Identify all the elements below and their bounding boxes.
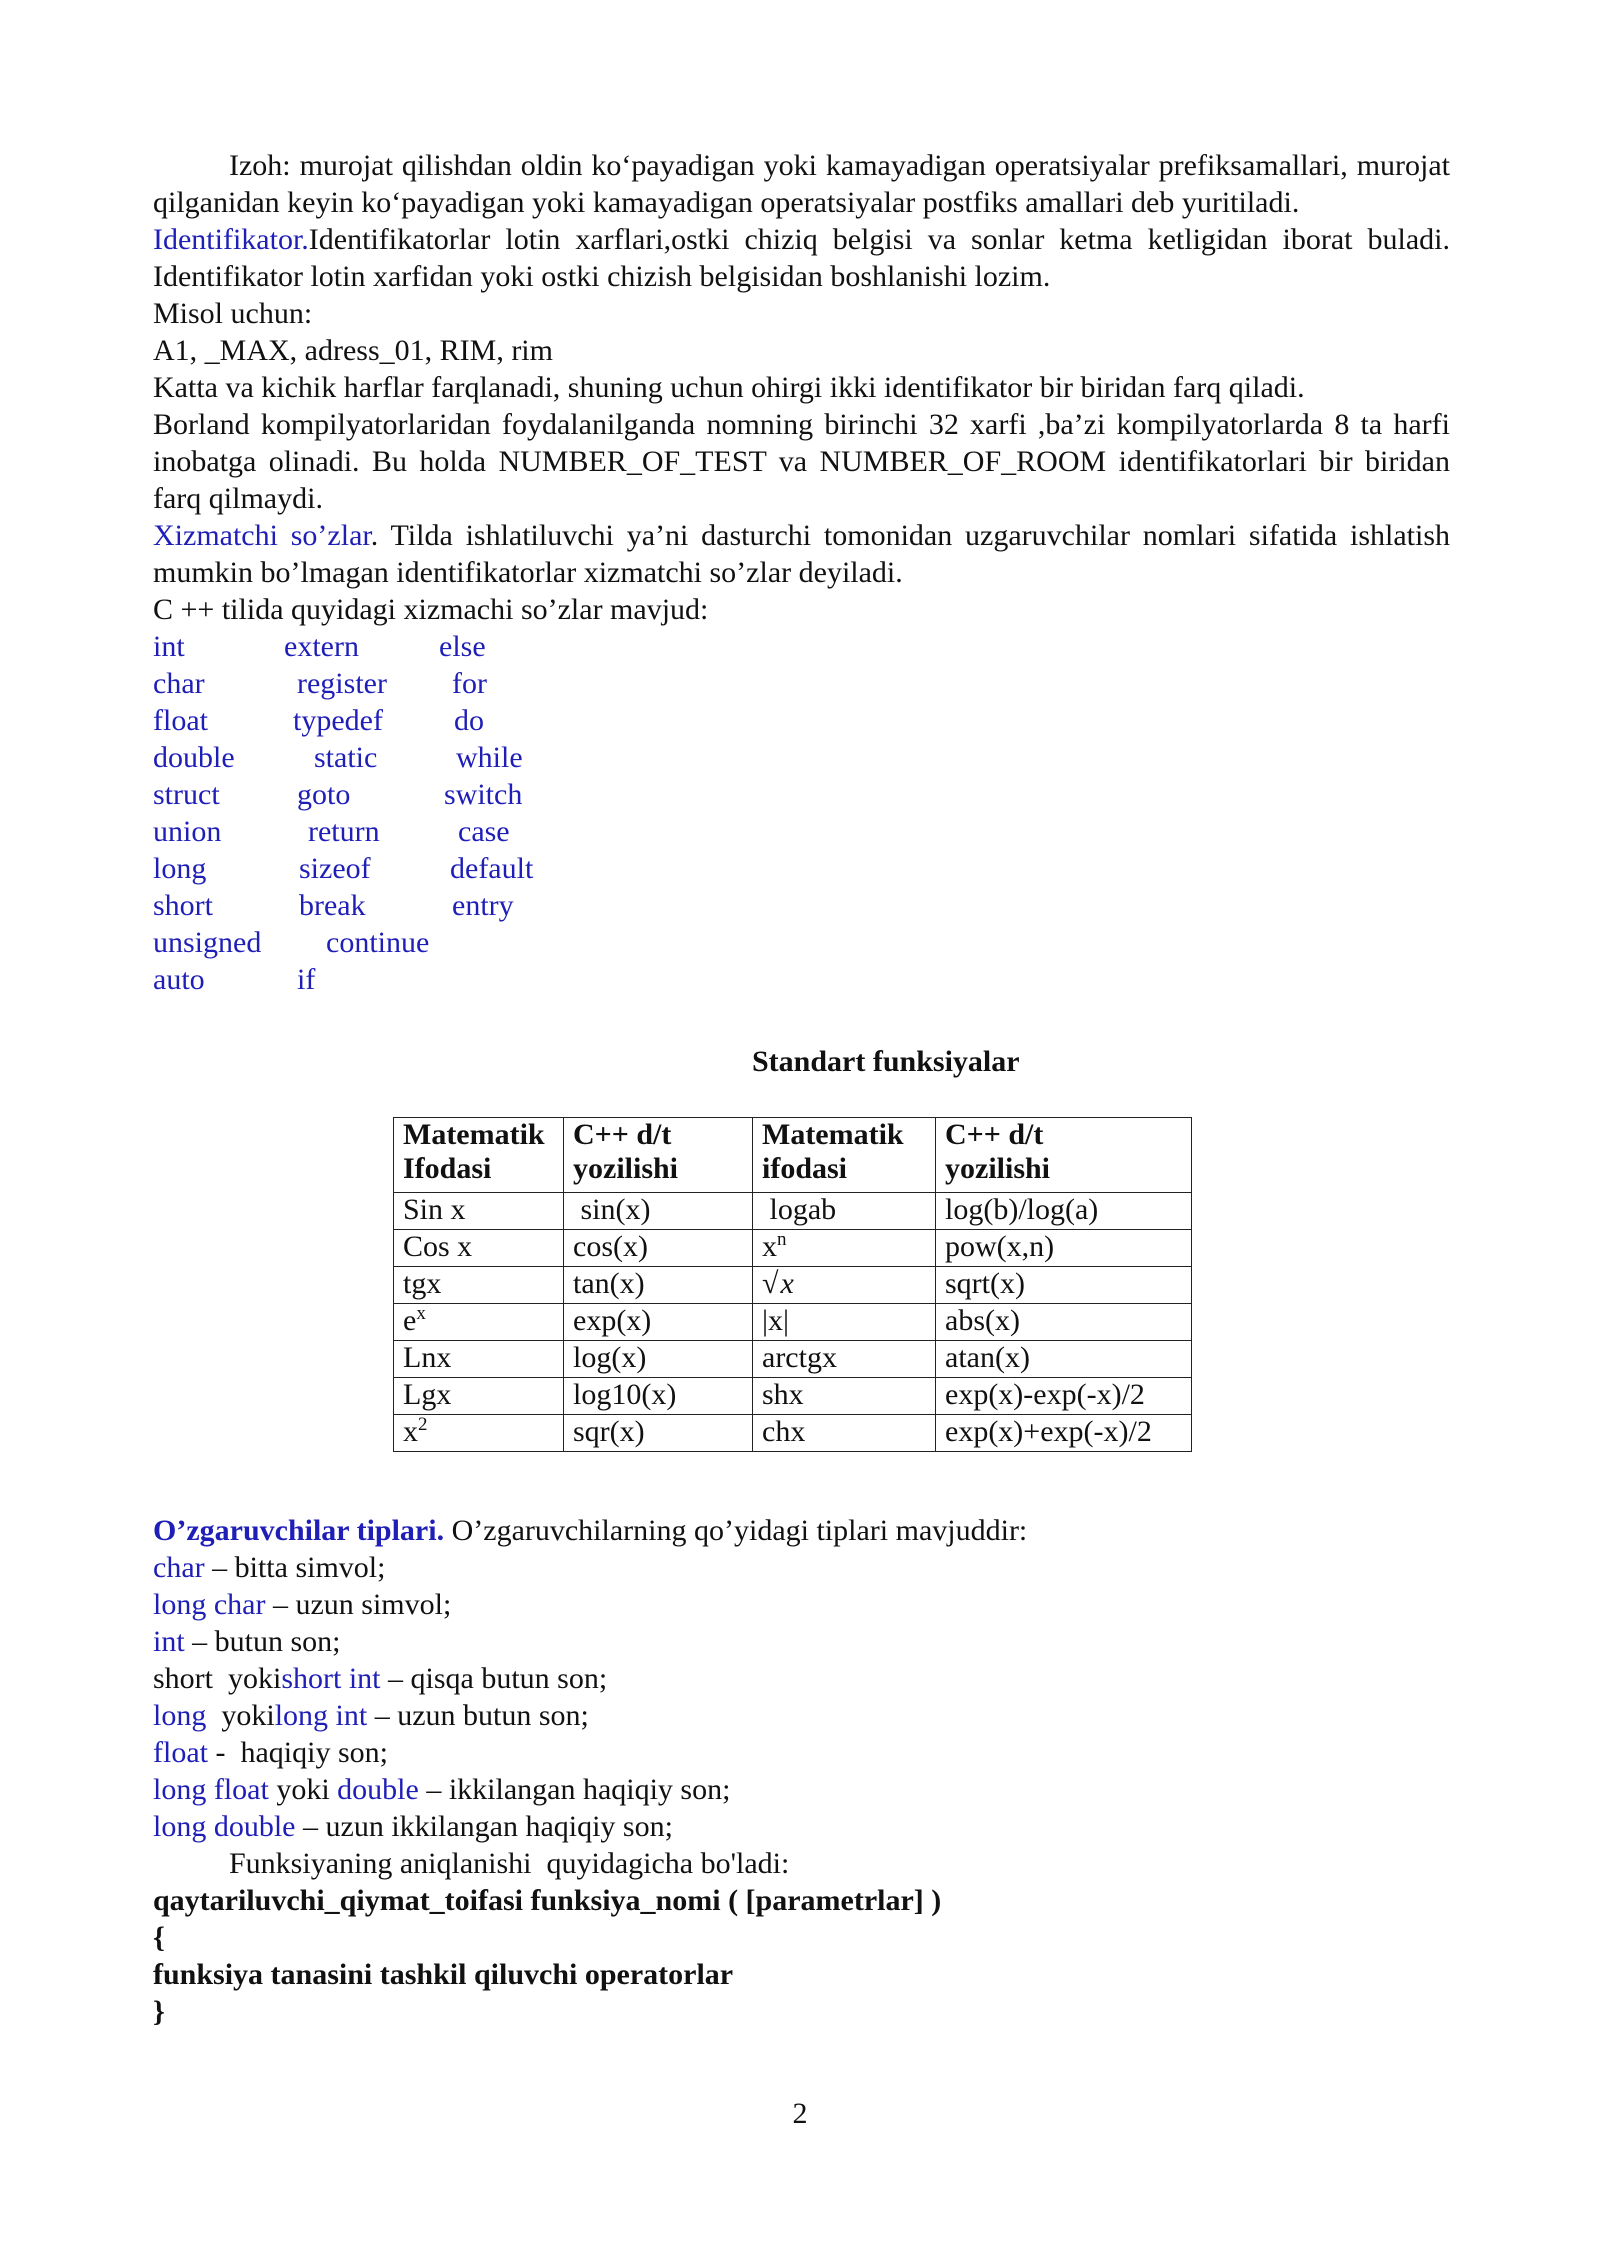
- superscript: 2: [418, 1414, 428, 1435]
- table-cell: sqrt(x): [936, 1267, 1192, 1304]
- superscript: x: [416, 1303, 426, 1324]
- xizmat-text: . Tilda ishlatiluvchi ya’ni dasturchi tomonidan uzgaruvchilar nomlari sifatida ishlatish mumkin bo’lmagan identifikatorlar xizmatchi so’zlar deyiladi.: [153, 519, 1451, 589]
- table-cell: |x|: [753, 1304, 936, 1341]
- examples-line: A1, _MAX, adress_01, RIM, rim: [153, 334, 553, 367]
- superscript: n: [777, 1229, 787, 1250]
- function-intro: Funksiyaning aniqlanishi quyidagicha bo'ladi:: [229, 1847, 790, 1880]
- keyword: break: [299, 889, 366, 922]
- function-body: funksiya tanasini tashkil qiluvchi operatorlar: [153, 1958, 734, 1991]
- table-cell: log10(x): [564, 1378, 753, 1415]
- table-cell: logab: [753, 1193, 936, 1230]
- table-row: [394, 1415, 1192, 1452]
- square-root-symbol: √x: [762, 1267, 794, 1300]
- keyword: double: [153, 741, 235, 774]
- misol-line: Misol uchun:: [153, 297, 313, 330]
- keyword: return: [308, 815, 380, 848]
- table-row: [394, 1230, 1192, 1267]
- table-cell: $e^x$: [394, 1304, 564, 1341]
- cpp-keywords-intro: C ++ tilida quyidagi xizmachi so’zlar mavjud:: [153, 593, 709, 626]
- keyword: struct: [153, 778, 220, 811]
- keyword: typedef: [293, 704, 383, 737]
- keyword: auto: [153, 963, 205, 996]
- identifier-paragraph: [153, 221, 1450, 295]
- table-row: [394, 1267, 1192, 1304]
- header-cell: C++ d/t yozilishi: [936, 1118, 1192, 1193]
- table-row: [394, 1304, 1192, 1341]
- table-header-row: [394, 1118, 1192, 1193]
- table-cell: log(b)/log(a): [936, 1193, 1192, 1230]
- header-cell: Matematik Ifodasi: [394, 1118, 564, 1193]
- table-cell: $x^2$: [394, 1415, 564, 1452]
- table-cell: Sin x: [394, 1193, 564, 1230]
- table-cell: [753, 1267, 936, 1304]
- close-brace: }: [153, 1995, 165, 2028]
- izoh-paragraph: Izoh: murojat qilishdan oldin ko‘payadigan yoki kamayadigan operatsiyalar prefiksamallari, murojat qilganidan keyin ko‘payadigan yoki kamayadigan operatsiyalar postfiks amallari deb yuritiladi.: [153, 149, 1450, 219]
- keyword: goto: [297, 778, 351, 811]
- keyword: short: [153, 889, 213, 922]
- borland-paragraph: Borland kompilyatorlaridan foydalanilganda nomning birinchi 32 xarfi ,ba’zi kompilyatorlarda 8 ta harfi inobatga olinadi. Bu holda NUMBER_OF_TEST va NUMBER_OF_ROOM identifikatorlari bir biridan farq qilmaydi.: [153, 408, 1450, 515]
- table-cell: arctgx: [753, 1341, 936, 1378]
- table-cell: cos(x): [564, 1230, 753, 1267]
- table-cell: exp(x): [564, 1304, 753, 1341]
- keyword: continue: [326, 926, 430, 959]
- xizmat-term: Xizmatchi so’zlar: [153, 519, 371, 552]
- keyword: char: [153, 667, 205, 700]
- keyword: case: [458, 815, 510, 848]
- xizmat-paragraph: [153, 517, 1450, 591]
- keyword: register: [297, 667, 387, 700]
- table-cell: chx: [753, 1415, 936, 1452]
- keyword: float: [153, 704, 208, 737]
- keyword: while: [456, 741, 523, 774]
- table-cell: abs(x): [936, 1304, 1192, 1341]
- table-cell: sqr(x): [564, 1415, 753, 1452]
- type-line: int – butun son;: [153, 1625, 341, 1658]
- open-brace: {: [153, 1921, 165, 1954]
- identifier-term: Identifikator.: [153, 223, 309, 256]
- header-cell: C++ d/t yozilishi: [564, 1118, 753, 1193]
- type-line: short yokishort int – qisqa butun son;: [153, 1662, 608, 1695]
- keyword: entry: [452, 889, 514, 922]
- identifier-text: Identifikatorlar lotin xarflari,ostki chiziq belgisi va sonlar ketma ketligidan iborat buladi. Identifikator lotin xarfidan yoki ostki chizish belgisidan boshlanishi lozim.: [153, 223, 1450, 293]
- table-cell: atan(x): [936, 1341, 1192, 1378]
- section-title: Standart funksiyalar: [752, 1045, 1020, 1078]
- type-line: long char – uzun simvol;: [153, 1588, 452, 1621]
- table-cell: Lgx: [394, 1378, 564, 1415]
- type-line: char – bitta simvol;: [153, 1551, 386, 1584]
- table-cell: shx: [753, 1378, 936, 1415]
- type-line: long double – uzun ikkilangan haqiqiy son;: [153, 1810, 673, 1843]
- keyword: static: [314, 741, 378, 774]
- type-line: long yokilong int – uzun butun son;: [153, 1699, 589, 1732]
- keyword: for: [452, 667, 487, 700]
- table-cell: sin(x): [564, 1193, 753, 1230]
- table-cell: exp(x)+exp(-x)/2: [936, 1415, 1192, 1452]
- table-cell: tgx: [394, 1267, 564, 1304]
- keyword: else: [439, 630, 486, 663]
- table-cell: tan(x): [564, 1267, 753, 1304]
- standard-functions-table: [393, 1117, 1192, 1452]
- keyword: unsigned: [153, 926, 262, 959]
- table-cell: exp(x)-exp(-x)/2: [936, 1378, 1192, 1415]
- table-cell: Lnx: [394, 1341, 564, 1378]
- type-line: long float yoki double – ikkilangan haqiqiy son;: [153, 1773, 731, 1806]
- types-heading: O’zgaruvchilar tiplari.: [153, 1514, 445, 1547]
- header-cell: Matematik ifodasi: [753, 1118, 936, 1193]
- keyword: sizeof: [299, 852, 371, 885]
- types-heading-line: O’zgaruvchilar tiplari. O’zgaruvchilarning qo’yidagi tiplari mavjuddir:: [153, 1514, 1028, 1547]
- table-row: [394, 1193, 1192, 1230]
- keyword: switch: [444, 778, 523, 811]
- keyword: int: [153, 630, 185, 663]
- table-row: [394, 1378, 1192, 1415]
- keyword: union: [153, 815, 222, 848]
- case-note-line: Katta va kichik harflar farqlanadi, shuning uchun ohirgi ikki identifikator bir biridan farq qiladi.: [153, 371, 1305, 404]
- table-row: [394, 1341, 1192, 1378]
- types-section: [153, 1512, 1450, 2030]
- table-cell: Cos x: [394, 1230, 564, 1267]
- page-number: 2: [792, 2097, 808, 2130]
- keyword: extern: [284, 630, 359, 663]
- keyword: default: [450, 852, 534, 885]
- keyword: if: [297, 963, 316, 996]
- keyword-list: [153, 628, 1450, 998]
- table-cell: $x^n$: [753, 1230, 936, 1267]
- keyword: long: [153, 852, 207, 885]
- type-line: float - haqiqiy son;: [153, 1736, 388, 1769]
- table-cell: pow(x,n): [936, 1230, 1192, 1267]
- function-signature: qaytariluvchi_qiymat_toifasi funksiya_nomi ( [parametrlar] ): [153, 1884, 942, 1917]
- keyword: do: [454, 704, 484, 737]
- document-page: [153, 147, 1450, 998]
- table-cell: log(x): [564, 1341, 753, 1378]
